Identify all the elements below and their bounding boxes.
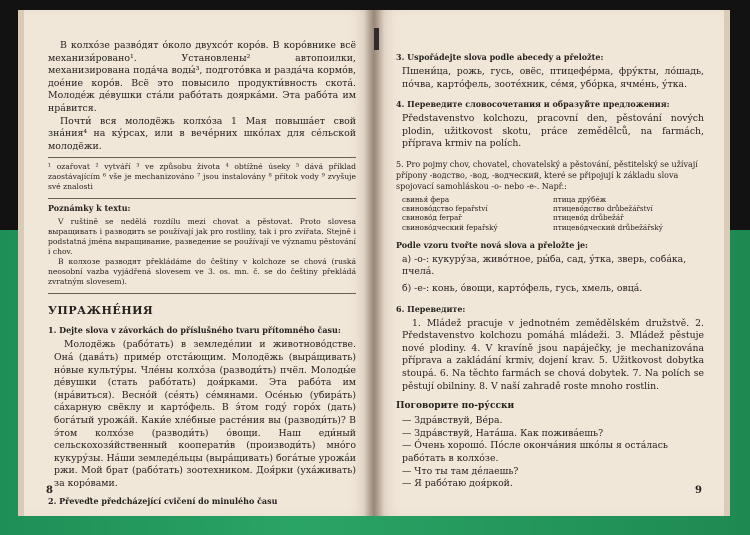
dialog xyxy=(396,415,704,491)
book-gutter xyxy=(364,10,384,516)
dialog-line: — Здра́вствуй, Ве́ра. xyxy=(402,415,503,427)
table-cell: свинья́ ферa xyxy=(402,194,450,204)
dialog-line: — Я рабо́таю доя́ркой. xyxy=(402,478,513,490)
divider xyxy=(48,293,356,294)
exercise-body: Пшени́ца, рожь, гусь, овёс, птицефе́рма, фру́кты, ло́шадь, по́чва, карто́фель, зоотéхник, се́мя, убо́рка, ячме́нь, у́тка. xyxy=(402,66,704,90)
exercise-line: б) -е-: конь, о́вощи, карто́фель, гусь, хмель, овца́. xyxy=(402,282,643,294)
page-number: 9 xyxy=(695,485,702,496)
table-cell: птицево́дство drůbežářství xyxy=(553,204,653,214)
exercise-heading: 5. Pro pojmy chov, chovatel, chovatelský a pěstování, pěstitelský se užívají přípony -водство, -вод, -водческий, které se připojují k základu slova spojovací samohláskou -о- nebo -е-. Např.: xyxy=(396,159,698,191)
dialog-line: — Что ты там де́лаешь? xyxy=(402,465,519,477)
left-page-content xyxy=(48,40,356,510)
reading-paragraph: Почти́ вся молодёжь колхо́за 1 Мая повыша́ет свой зна́ния⁴ на ку́рсах, или в вече́рних шко́лах для се́льской молодёжи. xyxy=(48,115,356,152)
notes-paragraph: V ruštině se nedělá rozdílu mezi chovat a pěstovat. Proto slovesa выращивать i разводить se používají jak pro rostliny, tak i pro zvířata. Stejně i podstatná jména выращивание, разведение se používají ve významu pěstování i chov. xyxy=(48,217,356,257)
exercise-heading: Podle vzoru tvořte nová slova a přeložte je: xyxy=(396,239,589,250)
dialog-line: — Здра́вствуй, Ната́ша. Как пожива́ешь? xyxy=(402,427,604,439)
exercise-body: Молодёжь (рабо́тать) в земледе́лии и животново́дстве. Она́ (дава́ть) приме́р отста́ющим. Молодёжь (выра́щивать) но́вые культу́ры. Чле́ны колхо́за (разводи́ть) пчёл. Молоды́е де́вушки (стать рабо́тать) доя́рками. Эта рабо́та им (нра́виться). Весно́й (се́ять) се́мянами. Осе́нью (убира́ть) са́харную свёклу и карто́фель. В э́том году́ горо́х (дать) бога́тый урожа́й. Каки́е хле́бные расте́ния вы (разводи́ть)? В э́том колхо́зе (разводи́ть) о́вощи. Наш еди́ный сельскохозя́йственный кооперати́в (производи́ть) мно́го кукуру́зы. На́ши земледе́льцы (выра́щивать) бога́тые урожа́и ржи. Мой брат (рабо́тать) зоотехником. Доя́рки (уха́живать) за коро́вами. xyxy=(54,339,356,489)
notes-title: Poznámky k textu: xyxy=(48,203,131,214)
table-cell: птицево́д drůbežář xyxy=(553,213,624,223)
table-cell: свиново́д ferpař xyxy=(402,213,462,223)
exercise-heading: 3. Uspořádejte slova podle abecedy a přeložte: xyxy=(396,52,604,62)
word-table xyxy=(396,195,704,232)
exercise-heading: 6. Переведите: xyxy=(396,303,466,314)
exercise-line: а) -о-: кукуру́за, живо́тное, ры́ба, сад, у́тка, зверь, соба́ка, пчела́. xyxy=(402,253,687,278)
left-page xyxy=(24,10,374,516)
right-page xyxy=(374,10,724,516)
exercise-heading: 2. Převeďte předcházející cvičení do minulého času xyxy=(48,496,278,507)
exercise-body: 1. Mládež pracuje v jednotném zemědělském družstvě. 2. Představenstvo kolchozu pomáhá mládeži. 3. Mládež pěstuje nové plodiny. 4. V kravíně jsou napáječky, je mechanizována příprava a zakládání krmiv, dojení krav. 5. Užitkovost dobytka stoupá. 6. Na těchto farmách se chová dobytek. 7. Na polích se pěstují obilniny. 8. V naší zahradě roste mnoho rostlin. xyxy=(402,317,704,392)
divider xyxy=(48,198,356,199)
notes-paragraph: В колхозе разводят překládáme do češtiny v kolchoze se chová (ruská neosobní vazba vyjádřená slovesem ve 3. os. mn. č. se do češtiny překládá zvratným slovesem). xyxy=(48,257,356,287)
page-number: 8 xyxy=(46,485,53,496)
exercise-heading: 4. Переведите словосочетания и образуйте предложения: xyxy=(396,99,670,110)
dialog-line: — О́чень хорошо́. По́сле оконча́ния шко́лы я оста́лась рабо́тать в колхо́зе. xyxy=(402,440,668,464)
footnotes: ¹ ozařovat ² vytváří ³ ve způsobu života ⁴ obtížné úseky ⁵ dává příklad zaostávajícím ⁶ vše je mechanizováno ⁷ jsou instalovány ⁸ přítok vody ⁹ zvyšuje své znalosti xyxy=(48,162,356,192)
reading-paragraph: В колхо́зе разво́дят о́коло двухсо́т коро́в. В коро́внике всё механизи́ровано¹. Установлены² автопоилки, механизирована пода́ча воды́³, подгото́вка и разда́ча кормо́в, дое́ние коро́в. Всё это повысило продукти́вность скота́. Молоде́ж де́вушки ста́ли рабо́тать дояркáми. Эта рабо́та им нра́вится. xyxy=(48,40,356,114)
section-title: УПРАЖНЕ́НИЯ xyxy=(48,304,154,318)
page-edge-right xyxy=(724,10,730,516)
table-cell: птицево́дческий drůbežářský xyxy=(553,222,663,232)
divider xyxy=(48,157,356,158)
table-cell: птица дру́бéж xyxy=(553,194,607,204)
table-cell: свиново́дство fepařství xyxy=(402,204,488,214)
dialog-heading: Поговорите по-ру́сски xyxy=(396,401,515,412)
right-page-content xyxy=(396,48,704,491)
exercise-body: Představenstvo kolchozu, pracovní den, pěstování nových plodin, užitkovost skotu, práce zemědělců, na farmách, příprava krmiv na polích. xyxy=(402,113,704,150)
exercise-heading: 1. Dejte slova v závorkách do příslušného tvaru přítomného času: xyxy=(48,325,341,336)
table-cell: свиново́дческий fepařský xyxy=(402,222,498,232)
